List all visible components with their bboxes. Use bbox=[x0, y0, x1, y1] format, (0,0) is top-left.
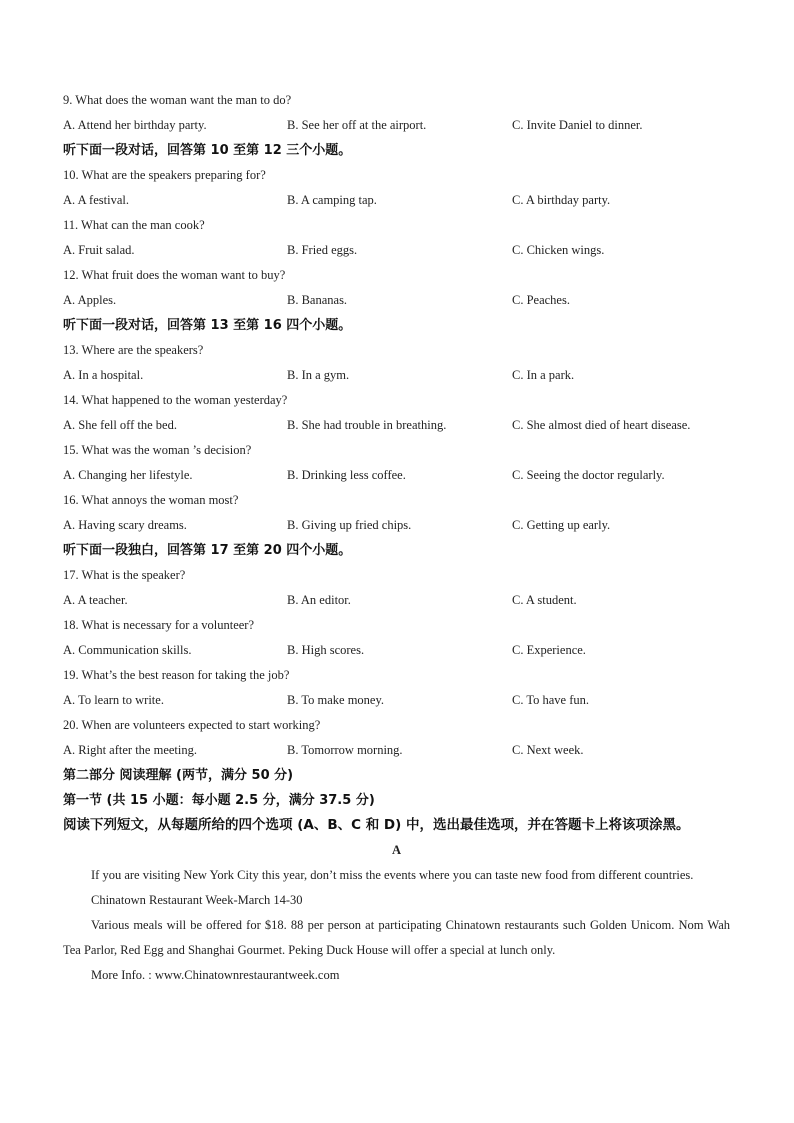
option-b: B. Drinking less coffee. bbox=[287, 468, 406, 482]
option-b: B. See her off at the airport. bbox=[287, 118, 427, 132]
option-c: C. A birthday party. bbox=[512, 193, 611, 207]
option-b: B. Bananas. bbox=[287, 293, 348, 307]
passage-intro: If you are visiting New York City this year, don’t miss the events where you can taste new food from different countries. bbox=[91, 868, 694, 882]
question-text: 18. What is necessary for a volunteer? bbox=[63, 618, 255, 632]
question-text: 13. Where are the speakers? bbox=[63, 343, 204, 357]
option-c: C. To have fun. bbox=[512, 693, 590, 707]
option-a: A. Apples. bbox=[63, 293, 117, 307]
question-text: 17. What is the speaker? bbox=[63, 568, 186, 582]
option-c: C. Getting up early. bbox=[512, 518, 611, 532]
section-heading: 听下面一段独白，回答第 17 至第 20 四个小题。 bbox=[63, 543, 352, 558]
option-c: C. In a park. bbox=[512, 368, 575, 382]
part2-title: 第二部分 阅读理解 (两节，满分 50 分) bbox=[63, 768, 294, 783]
listening-section bbox=[63, 88, 730, 763]
option-c: C. She almost died of heart disease. bbox=[512, 418, 691, 432]
option-a: A. In a hospital. bbox=[63, 368, 144, 382]
options-row bbox=[63, 688, 730, 713]
option-a: A. Right after the meeting. bbox=[63, 743, 197, 757]
option-c: C. Next week. bbox=[512, 743, 584, 757]
section-heading: 听下面一段对话，回答第 13 至第 16 四个小题。 bbox=[63, 318, 352, 333]
question-text: 11. What can the man cook? bbox=[63, 218, 205, 232]
option-c: C. Seeing the doctor regularly. bbox=[512, 468, 665, 482]
options-row bbox=[63, 463, 730, 488]
option-a: A. Changing her lifestyle. bbox=[63, 468, 193, 482]
question-text: 9. What does the woman want the man to do? bbox=[63, 93, 292, 107]
option-b: B. Fried eggs. bbox=[287, 243, 358, 257]
option-c: C. Peaches. bbox=[512, 293, 570, 307]
options-row bbox=[63, 238, 730, 263]
option-a: A. To learn to write. bbox=[63, 693, 164, 707]
question-text: 19. What’s the best reason for taking the job? bbox=[63, 668, 290, 682]
option-a: A. Attend her birthday party. bbox=[63, 118, 207, 132]
option-b: B. Tomorrow morning. bbox=[287, 743, 403, 757]
options-row bbox=[63, 363, 730, 388]
option-a: A. Having scary dreams. bbox=[63, 518, 187, 532]
option-b: B. High scores. bbox=[287, 643, 365, 657]
options-row bbox=[63, 413, 730, 438]
more-info: More Info. : www.Chinatownrestaurantweek.com bbox=[91, 968, 340, 982]
option-c: C. Experience. bbox=[512, 643, 586, 657]
options-row bbox=[63, 288, 730, 313]
option-a: A. A festival. bbox=[63, 193, 129, 207]
question-text: 20. When are volunteers expected to start working? bbox=[63, 718, 321, 732]
option-a: A. She fell off the bed. bbox=[63, 418, 177, 432]
section1-title: 第一节 (共 15 小题：每小题 2.5 分，满分 37.5 分) bbox=[63, 793, 375, 808]
options-row bbox=[63, 513, 730, 538]
question-text: 14. What happened to the woman yesterday? bbox=[63, 393, 288, 407]
options-row bbox=[63, 638, 730, 663]
event-title: Chinatown Restaurant Week-March 14-30 bbox=[91, 893, 303, 907]
reading-instruction: 阅读下列短文，从每题所给的四个选项 (A、B、C 和 D) 中，选出最佳选项，并在答题卡上将该项涂黑。 bbox=[63, 817, 690, 833]
options-row bbox=[63, 113, 730, 138]
question-text: 16. What annoys the woman most? bbox=[63, 493, 239, 507]
option-b: B. She had trouble in breathing. bbox=[287, 418, 447, 432]
option-c: C. A student. bbox=[512, 593, 577, 607]
question-text: 10. What are the speakers preparing for? bbox=[63, 168, 266, 182]
section-heading: 听下面一段对话，回答第 10 至第 12 三个小题。 bbox=[63, 143, 352, 158]
option-b: B. A camping tap. bbox=[287, 193, 377, 207]
option-b: B. In a gym. bbox=[287, 368, 350, 382]
options-row bbox=[63, 738, 730, 763]
options-row bbox=[63, 188, 730, 213]
option-b: B. An editor. bbox=[287, 593, 351, 607]
passage-label: A bbox=[391, 843, 402, 857]
option-c: C. Chicken wings. bbox=[512, 243, 605, 257]
option-a: A. A teacher. bbox=[63, 593, 128, 607]
option-a: A. Communication skills. bbox=[63, 643, 192, 657]
question-text: 12. What fruit does the woman want to buy? bbox=[63, 268, 286, 282]
option-a: A. Fruit salad. bbox=[63, 243, 135, 257]
event-description: Various meals will be offered for $18. 88 per person at participating Chinatown restaurants such Golden Unicom. Nom Wah Tea Parlor, Red Egg and Shanghai Gourmet. Peking Duck House will offer a special at lunch only. bbox=[63, 918, 730, 957]
option-b: B. To make money. bbox=[287, 693, 385, 707]
option-c: C. Invite Daniel to dinner. bbox=[512, 118, 643, 132]
question-text: 15. What was the woman ’s decision? bbox=[63, 443, 252, 457]
options-row bbox=[63, 588, 730, 613]
option-b: B. Giving up fried chips. bbox=[287, 518, 412, 532]
